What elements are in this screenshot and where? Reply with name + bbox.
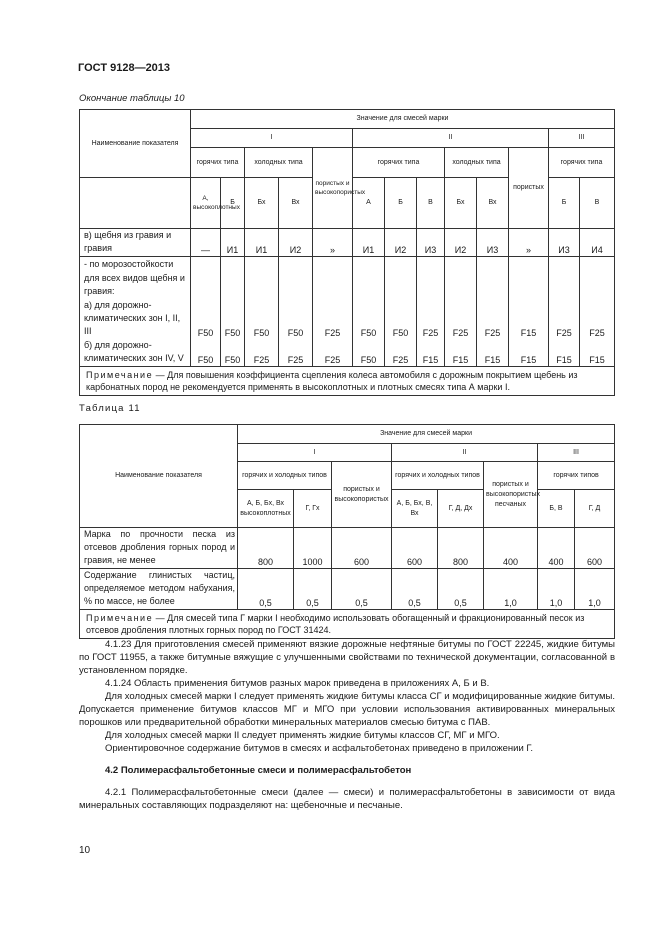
cell: F25 <box>549 299 580 339</box>
cell: 1,0 <box>575 569 615 610</box>
cell: 1,0 <box>484 569 538 610</box>
type-header: А, Б, Бх, Вх высокоплотных <box>238 490 294 528</box>
type-header: В <box>580 178 615 229</box>
page-number: 10 <box>79 845 91 856</box>
type-header: Г, Д <box>575 490 615 528</box>
type-header: Б <box>549 178 580 229</box>
table11-caption: Таблица 11 <box>79 403 141 414</box>
group-header: горячих типов <box>538 462 615 490</box>
group-header: холодных типа <box>245 148 313 178</box>
value-header: Значение для смесей марки <box>238 425 615 444</box>
cell: F50 <box>353 299 385 339</box>
cell: И1 <box>245 229 279 257</box>
cell: F25 <box>279 339 313 367</box>
paragraph: Для холодных смесей марки I следует применять жидкие битумы класса СГ и модифицированные жидкие битумы. Допускается применение битумов классов МГ и МГО при условии использования активированных минеральных порошков или предварительной обработки минеральных материалов смесью битума с ПАВ. <box>79 691 615 728</box>
group-header: горячих типа <box>191 148 245 178</box>
cell: F50 <box>191 299 221 339</box>
row-label: - по морозостойкости <box>80 257 191 271</box>
paragraph: Для холодных смесей марки II следует применять жидкие битумы классов СГ, МГ и МГО. <box>105 730 500 741</box>
grade-header: II <box>392 444 538 462</box>
cell: 1000 <box>294 528 332 569</box>
indicator-header: Наименование показателя <box>80 110 191 178</box>
row-label: в) щебня из гравия и гравия <box>80 229 191 257</box>
type-header: А <box>353 178 385 229</box>
cell: 0,5 <box>238 569 294 610</box>
type-header: Бх <box>445 178 477 229</box>
note-label: Примечание <box>86 613 154 623</box>
type-header: Вх <box>279 178 313 229</box>
table10-note <box>80 366 615 395</box>
cell: F50 <box>191 339 221 367</box>
group-header: пористых и высокопористых <box>332 462 392 528</box>
type-header: Б <box>221 178 245 229</box>
indicator-header-cont <box>80 178 191 229</box>
paragraph: 4.1.23 Для приготовления смесей применяют вязкие дорожные нефтяные битумы по ГОСТ 22245, жидкие битумы по ГОСТ 11955, а также битумные вяжущие с улучшенными свойствами по технической документации, согласованной в установленном порядке. <box>79 639 615 676</box>
cell: И3 <box>417 229 445 257</box>
type-header: Г, Д, Дх <box>438 490 484 528</box>
note-text: — Для повышения коэффициента сцепления колеса автомобиля с дорожным покрытием щебень из карбонатных пород не рекомендуется применять в высокоплотных и плотных смесях типа А марки I. <box>86 369 578 392</box>
grade-header: I <box>238 444 392 462</box>
row-label: Содержание глинистых частиц, определяемое методом набухания, % по массе, не более <box>80 569 238 610</box>
cell: 600 <box>392 528 438 569</box>
cell: » <box>509 229 549 257</box>
table11-note <box>80 610 615 639</box>
cell: И1 <box>221 229 245 257</box>
table-10 <box>79 109 615 396</box>
cell: 0,5 <box>438 569 484 610</box>
cell: F50 <box>245 299 279 339</box>
type-header: В <box>417 178 445 229</box>
cell: F25 <box>417 299 445 339</box>
table10-caption: Окончание таблицы 10 <box>79 93 185 104</box>
grade-header: III <box>538 444 615 462</box>
grade-header: II <box>353 129 549 148</box>
paragraph: 4.2.1 Полимерасфальтобетонные смеси (далее — смеси) и полимерасфальтобетоны в зависимости от вида минеральных составляющих подразделяют на: щебеночные и песчаные. <box>79 787 615 811</box>
type-header: Бх <box>245 178 279 229</box>
row-label: для всех видов щебня и гравия: <box>80 271 191 299</box>
cell: 1,0 <box>538 569 575 610</box>
cell: 400 <box>484 528 538 569</box>
cell: 0,5 <box>392 569 438 610</box>
cell: И2 <box>445 229 477 257</box>
group-header: холодных типа <box>445 148 509 178</box>
grade-header: III <box>549 129 615 148</box>
cell: » <box>313 229 353 257</box>
group-header: пористых и высокопористых песчаных <box>484 462 538 528</box>
cell: 600 <box>332 528 392 569</box>
cell: F15 <box>445 339 477 367</box>
cell: F15 <box>477 339 509 367</box>
cell: F50 <box>221 339 245 367</box>
value-header: Значение для смесей марки <box>191 110 615 129</box>
group-header: горячих типа <box>549 148 615 178</box>
cell: И3 <box>477 229 509 257</box>
cell: 600 <box>575 528 615 569</box>
cell: F15 <box>549 339 580 367</box>
note-label: Примечание <box>86 369 154 380</box>
type-header: Б, В <box>538 490 575 528</box>
type-header: Вх <box>477 178 509 229</box>
cell: F15 <box>509 299 549 339</box>
cell: 800 <box>238 528 294 569</box>
cell: F50 <box>279 299 313 339</box>
type-header: Г, Гх <box>294 490 332 528</box>
body-text <box>79 638 615 812</box>
cell: F50 <box>221 299 245 339</box>
cell: 400 <box>538 528 575 569</box>
cell: И4 <box>580 229 615 257</box>
paragraph: Ориентировочное содержание битумов в смесях и асфальтобетонах приведено в приложении Г. <box>105 743 534 754</box>
note-text: — Для смесей типа Г марки I необходимо использовать обогащенный и фракционированный песок из отсевов дробления плотных горных пород по ГОСТ 31424. <box>86 613 585 635</box>
document-header: ГОСТ 9128—2013 <box>78 62 171 74</box>
group-header: пористых <box>509 148 549 229</box>
indicator-header: Наименование показателя <box>80 425 238 528</box>
paragraph: 4.1.24 Область применения битумов разных марок приведена в приложениях А, Б и В. <box>105 678 490 689</box>
grade-header: I <box>191 129 353 148</box>
cell: F25 <box>313 299 353 339</box>
cell: F25 <box>245 339 279 367</box>
table-11 <box>79 424 615 639</box>
cell: И2 <box>385 229 417 257</box>
cell: F25 <box>445 299 477 339</box>
row-label: Марка по прочности песка из отсевов дробления горных пород и гравия, не менее <box>80 528 238 569</box>
cell: F50 <box>385 299 417 339</box>
type-header: Б <box>385 178 417 229</box>
cell: F15 <box>509 339 549 367</box>
cell: F50 <box>353 339 385 367</box>
row-label: б) для дорожно-климатических зон IV, V <box>80 339 191 367</box>
cell: F15 <box>580 339 615 367</box>
section-title: 4.2 Полимерасфальтобетонные смеси и полимерасфальтобетон <box>105 765 412 776</box>
type-header: А, высокоплотных <box>191 178 221 229</box>
group-header: пористых и высокопористых <box>313 148 353 229</box>
row-label: а) для дорожно-климатических зон I, II, III <box>80 299 191 339</box>
cell: F25 <box>385 339 417 367</box>
cell: F25 <box>313 339 353 367</box>
type-header: А, Б, Бх, В, Вх <box>392 490 438 528</box>
cell: — <box>191 229 221 257</box>
cell: F25 <box>477 299 509 339</box>
group-header: горячих типа <box>353 148 445 178</box>
cell: F15 <box>417 339 445 367</box>
cell: И2 <box>279 229 313 257</box>
cell: 0,5 <box>294 569 332 610</box>
group-header: горячих и холодных типов <box>238 462 332 490</box>
cell: И1 <box>353 229 385 257</box>
cell: 800 <box>438 528 484 569</box>
cell: 0,5 <box>332 569 392 610</box>
group-header: горячих и холодных типов <box>392 462 484 490</box>
cell: F25 <box>580 299 615 339</box>
cell: И3 <box>549 229 580 257</box>
